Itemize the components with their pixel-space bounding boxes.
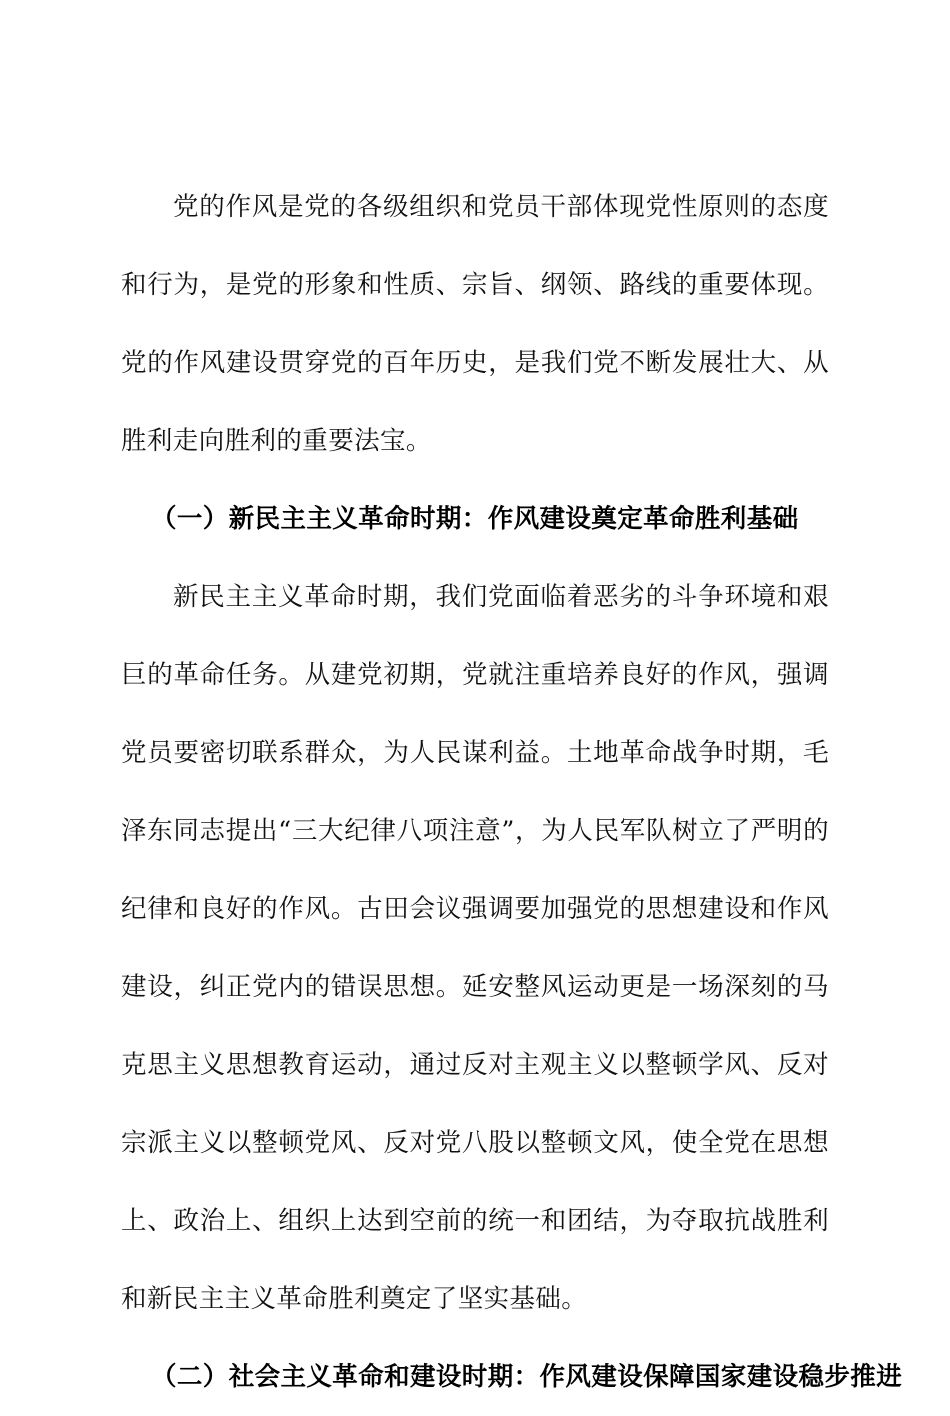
heading-section-two: （二）社会主义革命和建设时期：作风建设保障国家建设稳步推进 bbox=[151, 1362, 903, 1392]
heading-section-one: （一）新民主主义革命时期：作风建设奠定革命胜利基础 bbox=[151, 504, 799, 534]
section-one-body-paragraph: 新民主主义革命时期，我们党面临着恶劣的斗争环境和艰巨的革命任务。从建党初期，党就注重培养良好的作风，强调党员要密切联系群众，为人民谋利益。土地革命战争时期，毛泽东同志提出“三大纪律八项注意”，为人民军队树立了严明的纪律和良好的作风。古田会议强调要加强党的思想建设和作风建设，纠正党内的错误思想。延安整风运动更是一场深刻的马克思主义思想教育运动，通过反对主观主义以整顿学风、反对宗派主义以整顿党风、反对党八股以整顿文风，使全党在思想上、政治上、组织上达到空前的统一和团结，为夺取抗战胜利和新民主主义革命胜利奠定了坚实基础。 bbox=[121, 582, 829, 1314]
intro-paragraph: 党的作风是党的各级组织和党员干部体现党性原则的态度和行为，是党的形象和性质、宗旨、纲领、路线的重要体现。党的作风建设贯穿党的百年历史，是我们党不断发展壮大、从胜利走向胜利的重要法宝。 bbox=[121, 192, 829, 456]
document-text-column bbox=[121, 168, 903, 1416]
